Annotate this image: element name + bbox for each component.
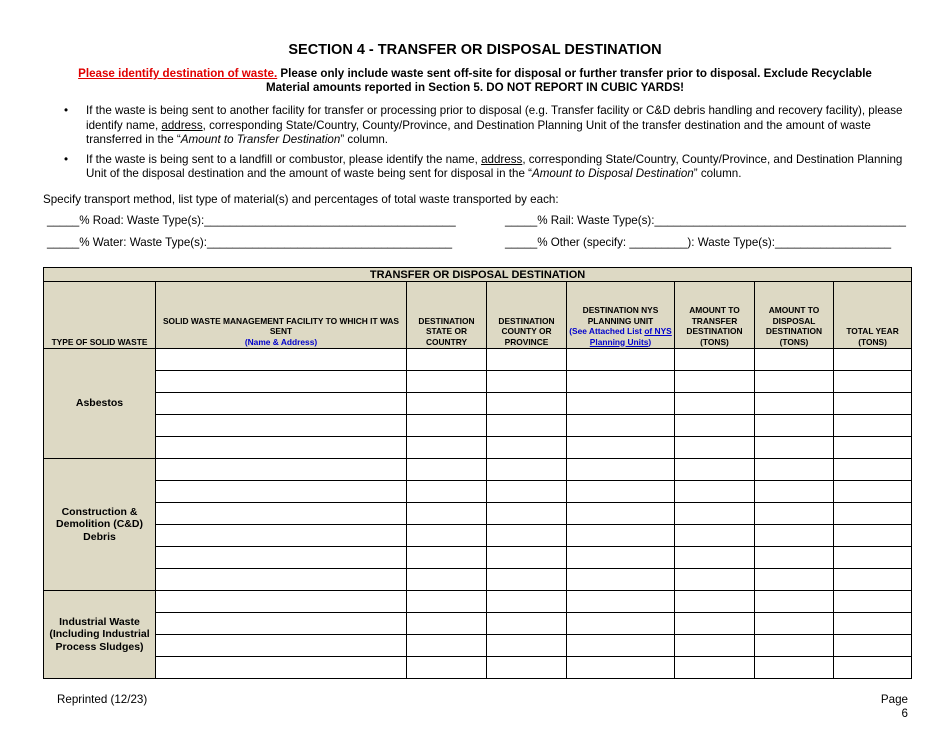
table-cell[interactable] — [156, 437, 407, 459]
table-cell[interactable] — [834, 503, 912, 525]
page-number — [878, 693, 908, 721]
table-cell[interactable] — [755, 371, 834, 393]
table-cell[interactable] — [755, 613, 834, 635]
road-transport-field[interactable]: _____% Road: Waste Type(s):_______________________________________ — [47, 214, 456, 227]
notice-highlight: Please identify destination of waste. — [78, 67, 278, 80]
table-cell[interactable] — [487, 591, 567, 613]
table-cell[interactable] — [755, 349, 834, 371]
table-cell[interactable] — [407, 503, 487, 525]
table-cell[interactable] — [407, 525, 487, 547]
table-cell[interactable] — [407, 349, 487, 371]
bullet-text: If the waste is being sent to another facility for transfer or processing prior to disposal (e.g. Transfer facility or C&D debris handling and recovery facility), please identify name, — [86, 104, 903, 132]
bullet-column-name: Amount to Disposal Destination — [532, 167, 694, 180]
table-cell[interactable] — [487, 657, 567, 679]
table-cell[interactable] — [487, 503, 567, 525]
table-cell[interactable] — [834, 635, 912, 657]
header-state: DESTINATION STATE OR COUNTRY — [407, 282, 487, 349]
table-cell[interactable] — [156, 415, 407, 437]
header-county: DESTINATION COUNTY OR PROVINCE — [487, 282, 567, 349]
table-cell[interactable] — [567, 371, 675, 393]
bullet-text: ” column. — [340, 133, 389, 146]
table-cell[interactable] — [834, 547, 912, 569]
table-cell[interactable] — [487, 481, 567, 503]
table-cell[interactable] — [407, 437, 487, 459]
table-cell[interactable] — [755, 481, 834, 503]
bullet-text: , corresponding State/Country, County/Province, and Destination Planning Unit of the transfer destination and the amount of waste transferred in the “ — [86, 118, 871, 146]
table-cell[interactable] — [675, 591, 755, 613]
table-cell[interactable] — [834, 657, 912, 679]
table-cell[interactable] — [755, 503, 834, 525]
table-cell[interactable] — [675, 349, 755, 371]
table-cell[interactable] — [156, 613, 407, 635]
table-cell[interactable] — [834, 525, 912, 547]
table-cell[interactable] — [156, 393, 407, 415]
table-cell[interactable] — [407, 657, 487, 679]
header-facility-note: (Name & Address) — [244, 336, 318, 347]
table-cell[interactable] — [755, 393, 834, 415]
table-cell[interactable] — [675, 525, 755, 547]
header-waste-type: TYPE OF SOLID WASTE — [44, 282, 156, 349]
table-cell[interactable] — [407, 481, 487, 503]
header-facility — [156, 282, 407, 349]
bullet-transfer — [64, 104, 914, 148]
table-cell[interactable] — [567, 459, 675, 481]
table-cell[interactable] — [834, 481, 912, 503]
reprint-date: Reprinted (12/23) — [57, 693, 148, 706]
header-nys-note: (See Attached List — [569, 326, 642, 336]
table-cell[interactable] — [567, 657, 675, 679]
table-cell[interactable] — [407, 459, 487, 481]
table-cell[interactable] — [567, 591, 675, 613]
page-label: Page — [880, 693, 908, 706]
table-cell[interactable] — [407, 547, 487, 569]
table-cell[interactable] — [156, 481, 407, 503]
category-industrial-waste: Industrial Waste (Including Industrial Process Sludges) — [44, 591, 156, 679]
table-cell[interactable] — [487, 547, 567, 569]
table-cell[interactable] — [567, 525, 675, 547]
table-cell[interactable] — [407, 393, 487, 415]
header-nys-label: DESTINATION NYS PLANNING UNIT — [582, 305, 659, 326]
bullet-text: , corresponding State/Country, County/Province, and Destination Planning Unit of the disposal destination and the amount of waste being sent for disposal in the “ — [86, 152, 903, 180]
table-cell[interactable] — [487, 613, 567, 635]
table-cell[interactable] — [755, 657, 834, 679]
bullet-underline: address — [161, 118, 203, 132]
table-cell[interactable] — [156, 657, 407, 679]
table-cell[interactable] — [834, 371, 912, 393]
transport-instructions: Specify transport method, list type of material(s) and percentages of total waste transported by each: — [43, 193, 559, 206]
table-cell[interactable] — [156, 569, 407, 591]
table-cell[interactable] — [675, 371, 755, 393]
notice-text: Please only include waste sent off-site for disposal or further transfer prior to disposal. Exclude Recyclable Material amounts reported in Section 5. DO NOT REPORT IN CUBIC YARDS! — [265, 67, 872, 94]
page-number-value: 6 — [901, 707, 908, 720]
table-cell[interactable] — [755, 569, 834, 591]
other-transport-field[interactable]: _____% Other (specify: _________): Waste Type(s):__________________ — [505, 236, 892, 249]
table-cell[interactable] — [156, 503, 407, 525]
header-nys-planning-unit — [567, 282, 675, 349]
table-cell[interactable] — [675, 657, 755, 679]
destination-table — [43, 267, 912, 679]
bullet-disposal — [64, 153, 914, 182]
header-facility-label: SOLID WASTE MANAGEMENT FACILITY TO WHICH IT WAS SENT — [162, 315, 400, 336]
table-cell[interactable] — [675, 613, 755, 635]
bullet-column-name: Amount to Transfer Destination — [180, 133, 341, 146]
category-cd-debris: Construction & Demolition (C&D) Debris — [44, 459, 156, 591]
table-cell[interactable] — [834, 591, 912, 613]
table-cell[interactable] — [407, 371, 487, 393]
table-cell[interactable] — [755, 635, 834, 657]
table-cell[interactable] — [755, 415, 834, 437]
header-total-year: TOTAL YEAR (TONS) — [834, 282, 912, 349]
table-cell[interactable] — [675, 459, 755, 481]
table-cell[interactable] — [675, 437, 755, 459]
table-cell[interactable] — [834, 459, 912, 481]
table-cell[interactable] — [156, 547, 407, 569]
table-cell[interactable] — [675, 503, 755, 525]
table-cell[interactable] — [834, 415, 912, 437]
table-cell[interactable] — [156, 525, 407, 547]
instructions-notice — [55, 67, 895, 95]
table-cell[interactable] — [156, 371, 407, 393]
table-cell[interactable] — [755, 547, 834, 569]
table-cell[interactable] — [407, 591, 487, 613]
bullet-text: ” column. — [693, 167, 742, 180]
header-disposal-amount: AMOUNT TO DISPOSAL DESTINATION (TONS) — [755, 282, 834, 349]
table-cell[interactable] — [487, 569, 567, 591]
table-cell[interactable] — [156, 635, 407, 657]
nys-planning-units-link[interactable]: of NYS Planning Units — [589, 326, 672, 347]
category-asbestos: Asbestos — [44, 349, 156, 459]
table-cell[interactable] — [675, 635, 755, 657]
table-cell[interactable] — [567, 349, 675, 371]
table-cell[interactable] — [156, 591, 407, 613]
bullet-text: If the waste is being sent to a landfill or combustor, please identify the name, — [86, 152, 482, 166]
table-cell[interactable] — [567, 481, 675, 503]
table-cell[interactable] — [567, 415, 675, 437]
table-cell[interactable] — [567, 393, 675, 415]
table-cell[interactable] — [675, 415, 755, 437]
table-cell[interactable] — [675, 569, 755, 591]
table-cell[interactable] — [567, 437, 675, 459]
table-cell[interactable] — [567, 613, 675, 635]
table-cell[interactable] — [834, 349, 912, 371]
header-nys-close: ) — [648, 336, 652, 347]
table-cell[interactable] — [675, 393, 755, 415]
table-cell[interactable] — [834, 613, 912, 635]
table-cell[interactable] — [487, 371, 567, 393]
table-cell[interactable] — [407, 569, 487, 591]
bullet-underline: address — [481, 152, 523, 166]
table-cell[interactable] — [755, 459, 834, 481]
table-cell[interactable] — [156, 459, 407, 481]
table-cell[interactable] — [407, 415, 487, 437]
table-cell[interactable] — [407, 635, 487, 657]
rail-transport-field[interactable]: _____% Rail: Waste Type(s):_______________________________________ — [505, 214, 906, 227]
table-cell[interactable] — [755, 437, 834, 459]
table-cell[interactable] — [567, 569, 675, 591]
table-cell[interactable] — [834, 393, 912, 415]
table-cell[interactable] — [407, 613, 487, 635]
table-cell[interactable] — [487, 437, 567, 459]
table-cell[interactable] — [487, 393, 567, 415]
table-cell[interactable] — [755, 591, 834, 613]
table-cell[interactable] — [755, 525, 834, 547]
table-cell[interactable] — [487, 415, 567, 437]
table-cell[interactable] — [567, 635, 675, 657]
table-cell[interactable] — [487, 525, 567, 547]
table-cell[interactable] — [675, 481, 755, 503]
table-cell[interactable] — [567, 547, 675, 569]
table-cell[interactable] — [487, 635, 567, 657]
table-cell[interactable] — [156, 349, 407, 371]
table-cell[interactable] — [567, 503, 675, 525]
table-cell[interactable] — [487, 349, 567, 371]
instruction-bullets — [64, 104, 914, 187]
table-cell[interactable] — [834, 437, 912, 459]
header-transfer-amount: AMOUNT TO TRANSFER DESTINATION (TONS) — [675, 282, 755, 349]
section-title: SECTION 4 - TRANSFER OR DISPOSAL DESTINATION — [288, 42, 662, 58]
table-title: TRANSFER OR DISPOSAL DESTINATION — [44, 268, 912, 282]
table-cell[interactable] — [834, 569, 912, 591]
water-transport-field[interactable]: _____% Water: Waste Type(s):______________________________________ — [47, 236, 453, 249]
table-cell[interactable] — [675, 547, 755, 569]
table-cell[interactable] — [487, 459, 567, 481]
